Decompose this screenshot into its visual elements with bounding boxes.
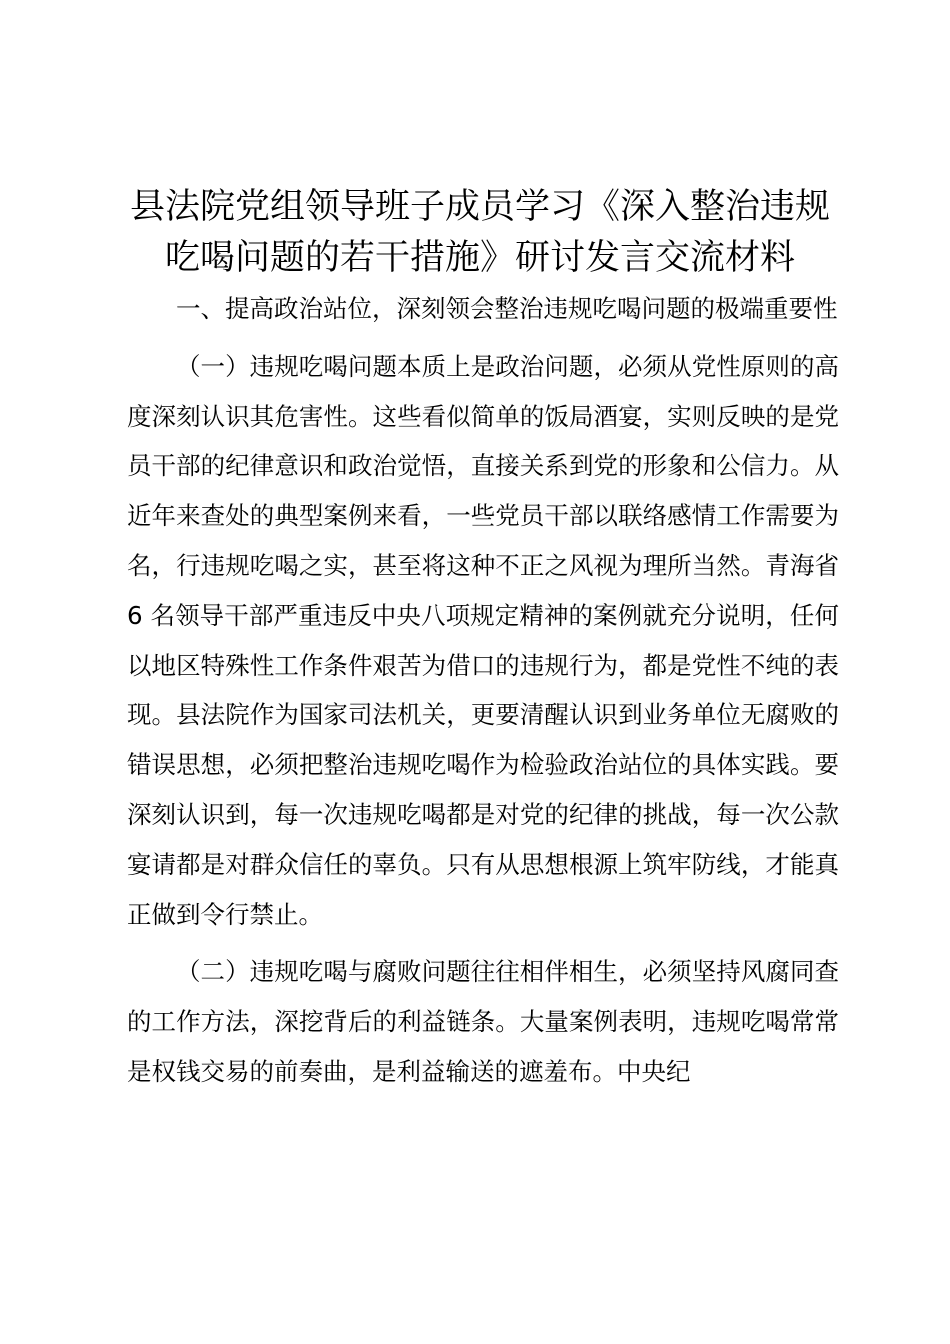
section-heading-1: 一、提高政治站位，深刻领会整治违规吃喝问题的极端重要性 [176,294,838,323]
title-line-2: 吃喝问题的若干措施》研讨发言交流材料 [164,238,795,278]
paragraph-1: （一）违规吃喝问题本质上是政治问题，必须从党性原则的高度深刻认识其危害性。这些看似简单的饭局酒宴，实则反映的是党员干部的纪律意识和政治觉悟，直接关系到党的形象和公信力。从近年来查处的典型案例来看，一些党员干部以联络感情工作需要为名，行违规吃喝之实，甚至将这种不正之风视为理所当然。青海省 6 名领导干部严重违反中央八项规定精神的案例就充分说明，任何以地区特殊性工作条件艰苦为借口的违规行为，都是党性不纯的表现。县法院作为国家司法机关，更要清醒认识到业务单位无腐败的错误思想，必须把整治违规吃喝作为检验政治站位的具体实践。要深刻认识到，每一次违规吃喝都是对党的纪律的挑战，每一次公款宴请都是对群众信任的辜负。只有从思想根源上筑牢防线，才能真正做到令行禁止。 [127,351,839,929]
document-body [127,284,839,1097]
paragraph-2: （二）违规吃喝与腐败问题往往相伴相生，必须坚持风腐同查的工作方法，深挖背后的利益链条。大量案例表明，违规吃喝常常是权钱交易的前奏曲，是利益输送的遮羞布。中央纪 [127,957,839,1086]
title-line-1: 县法院党组领导班子成员学习《深入整治违规 [129,187,830,227]
document-title [100,182,860,284]
